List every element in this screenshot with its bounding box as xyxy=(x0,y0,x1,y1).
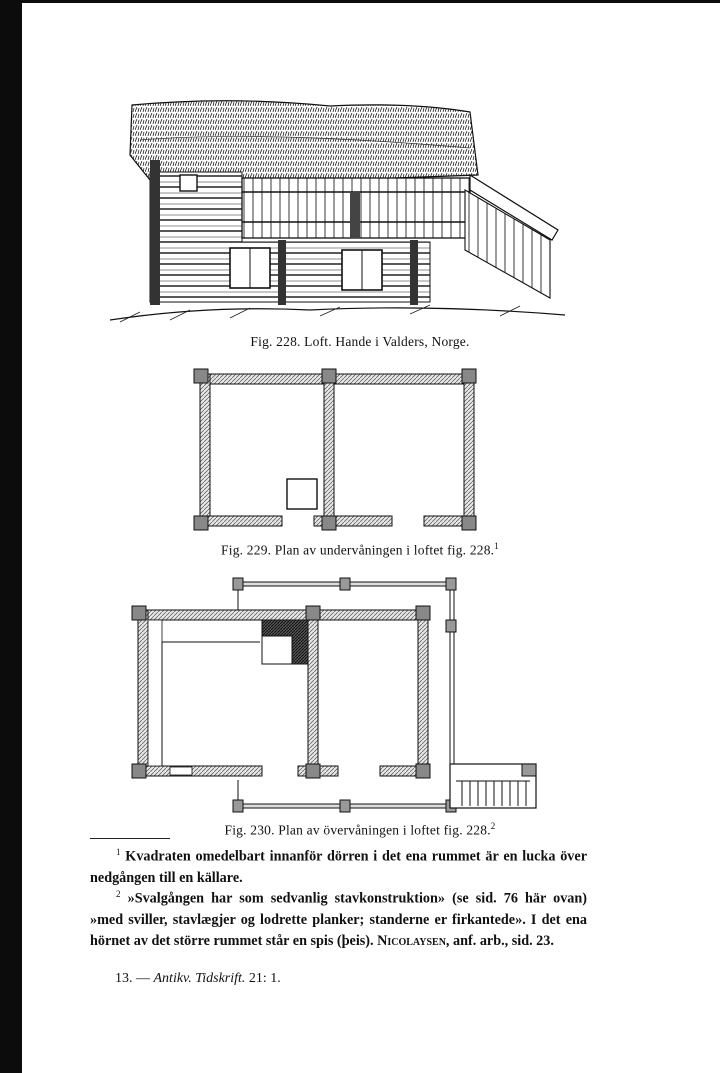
footnote-1: $^1$ Kvadraten omedelbart innanför dörren i det ena rummet är en lucka över nedgången till en källare. xyxy=(90,847,587,886)
ground-floor-plan xyxy=(192,366,482,534)
loft-illustration xyxy=(110,100,565,330)
fig-230-caption: Fig. 230. Plan av övervåningen i loftet fig. 228.$^2$ xyxy=(224,821,496,838)
footnote-divider xyxy=(90,838,170,839)
scan-edge-top xyxy=(0,0,720,3)
scan-edge-left xyxy=(0,0,22,1073)
upper-floor-plan xyxy=(130,576,545,816)
fig-228-caption: Fig. 228. Loft. Hande i Valders, Norge. xyxy=(250,334,470,349)
author-name: Nicolaysen xyxy=(377,932,446,949)
page-signature: 13. — Antikv. Tidskrift. 21: 1. xyxy=(115,971,281,986)
fig-229-caption: Fig. 229. Plan av undervåningen i loftet fig. 228.$^1$ xyxy=(221,541,499,558)
footnote-2: $^2$ »Svalgången har som sedvanlig stavkonstruktion» (se sid. 76 här ovan) »med sviller, stavlægjer og lodrette planker; standerne er firkantede». I det ena hörnet av det större rummet står en spis (þeis). Nicolaysen, anf. arb., sid. 23. xyxy=(90,889,588,949)
